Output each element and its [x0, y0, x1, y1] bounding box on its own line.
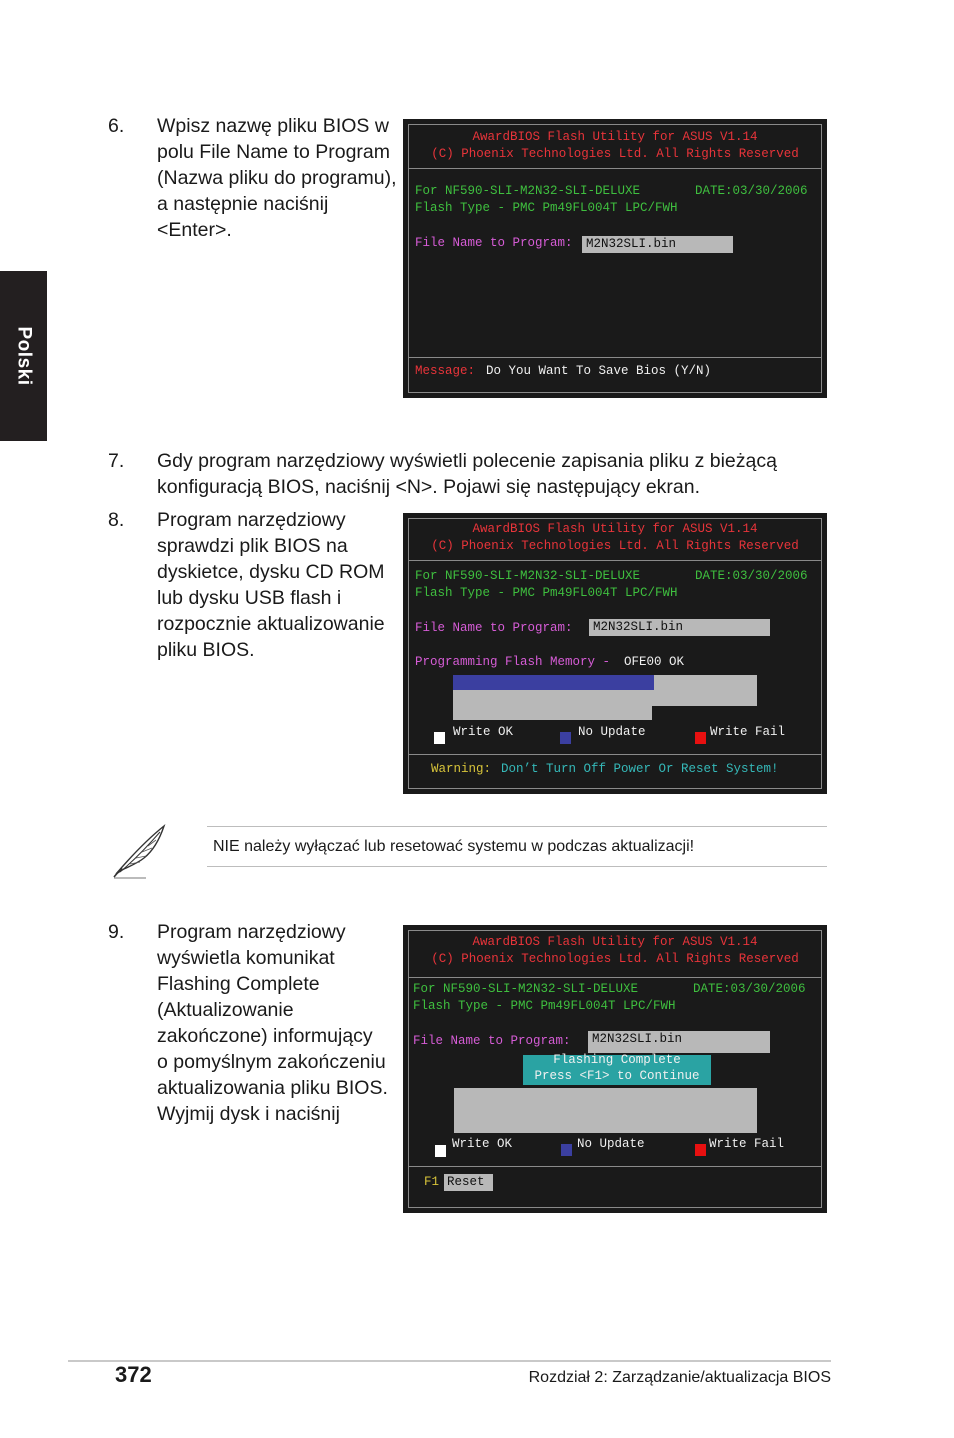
bios-divider	[409, 977, 821, 978]
bios-board-model: For NF590-SLI-M2N32-SLI-DELUXE	[413, 982, 639, 996]
bios-programming-value: OFE00 OK	[624, 655, 685, 669]
bios-divider	[409, 1166, 821, 1167]
legend-no-update-label: No Update	[577, 1137, 645, 1151]
step-6-line: a następnie naciśnij	[157, 193, 329, 215]
step-8-line: pliku BIOS.	[157, 639, 255, 661]
bios-board-model: For NF590-SLI-M2N32-SLI-DELUXE	[415, 569, 641, 583]
step-9-line: o pomyślnym zakończeniu	[157, 1051, 386, 1073]
step-8-number: 8.	[108, 509, 125, 531]
bios-title: AwardBIOS Flash Utility for ASUS V1.14	[472, 522, 758, 536]
step-6-line: Wpisz nazwę pliku BIOS w	[157, 115, 389, 137]
flashing-complete-popup	[523, 1055, 711, 1085]
bios-message-text: Do You Want To Save Bios (Y/N)	[486, 364, 712, 378]
legend-write-fail-label: Write Fail	[709, 1137, 785, 1151]
f1-key-label: F1	[424, 1175, 440, 1189]
page-number: 372	[115, 1362, 152, 1387]
bios-divider	[409, 168, 821, 169]
step-9-number: 9.	[108, 921, 125, 943]
bios-flash-type: Flash Type - PMC Pm49FL004T LPC/FWH	[415, 201, 678, 215]
bios-date: DATE:03/30/2006	[693, 982, 806, 996]
reset-button[interactable]: Reset	[444, 1174, 493, 1191]
popup-press-f1: Press <F1> to Continue	[534, 1069, 700, 1083]
step-6-line: polu File Name to Program	[157, 141, 391, 163]
bios-programming-label: Programming Flash Memory -	[415, 655, 611, 669]
bios-divider	[409, 560, 821, 561]
bios-title: AwardBIOS Flash Utility for ASUS V1.14	[472, 935, 758, 949]
legend-no-update-label: No Update	[578, 725, 646, 739]
bios-divider	[409, 754, 821, 755]
bios-warning-label: Warning:	[431, 762, 492, 776]
bios-frame	[408, 124, 822, 393]
language-side-tab	[0, 271, 47, 441]
bios-board-model: For NF590-SLI-M2N32-SLI-DELUXE	[415, 184, 641, 198]
legend-no-update-swatch	[561, 1144, 572, 1156]
bios-file-label: File Name to Program:	[415, 621, 573, 635]
step-9-line: Flashing Complete	[157, 973, 320, 995]
bios-warning-text: Don’t Turn Off Power Or Reset System!	[501, 762, 779, 776]
chapter-title: Rozdział 2: Zarządzanie/aktualizacja BIOS	[528, 1369, 831, 1386]
bios-flash-type: Flash Type - PMC Pm49FL004T LPC/FWH	[415, 586, 678, 600]
bios-flash-type: Flash Type - PMC Pm49FL004T LPC/FWH	[413, 999, 676, 1013]
bios-date: DATE:03/30/2006	[695, 184, 808, 198]
step-7-number: 7.	[108, 450, 125, 472]
bios-divider	[409, 357, 821, 358]
bios-progress-gap	[652, 706, 757, 720]
bios-progress-track	[454, 1088, 757, 1133]
step-8-line: sprawdzi plik BIOS na	[157, 535, 348, 557]
step-8-line: Program narzędziowy	[157, 509, 346, 531]
bios-file-label: File Name to Program:	[415, 236, 573, 250]
legend-write-ok-label: Write OK	[452, 1137, 513, 1151]
bios-message-label: Message:	[415, 364, 476, 378]
footer-rule	[68, 1360, 831, 1362]
bios-copyright: (C) Phoenix Technologies Ltd. All Rights Reserved	[431, 147, 799, 161]
bios-screen-programming	[403, 513, 827, 794]
bios-file-name-field[interactable]: M2N32SLI.bin	[588, 1031, 770, 1053]
step-9-line: aktualizowania pliku BIOS.	[157, 1077, 388, 1099]
step-7-line: konfiguracją BIOS, naciśnij <N>. Pojawi się następujący ekran.	[157, 476, 701, 498]
step-8-text	[157, 507, 385, 663]
step-9-line: Program narzędziowy	[157, 921, 346, 943]
bios-copyright: (C) Phoenix Technologies Ltd. All Rights Reserved	[431, 539, 799, 553]
bios-date: DATE:03/30/2006	[695, 569, 808, 583]
legend-write-fail-swatch	[695, 1144, 706, 1156]
step-7-text	[157, 448, 777, 500]
step-7-line: Gdy program narzędziowy wyświetli polecenie zapisania pliku z bieżącą	[157, 450, 777, 472]
step-9-text	[157, 919, 388, 1127]
step-9-line: zakończone) informujący	[157, 1025, 373, 1047]
legend-write-ok-swatch	[435, 1145, 446, 1157]
bios-copyright: (C) Phoenix Technologies Ltd. All Rights Reserved	[431, 952, 799, 966]
step-6-line: (Nazwa pliku do programu),	[157, 167, 397, 189]
step-6-line: <Enter>.	[157, 219, 232, 241]
bios-screen-save-prompt	[403, 119, 827, 398]
language-tab-label: Polski	[13, 326, 35, 386]
bios-file-name-field[interactable]: M2N32SLI.bin	[589, 619, 770, 636]
bios-progress-fill	[453, 675, 654, 690]
step-8-line: lub dysku USB flash i	[157, 587, 342, 609]
step-9-line: wyświetla komunikat	[157, 947, 335, 969]
note-bottom-rule	[207, 866, 827, 867]
bios-title: AwardBIOS Flash Utility for ASUS V1.14	[472, 130, 758, 144]
feather-note-icon	[110, 820, 172, 880]
popup-flashing-complete: Flashing Complete	[553, 1053, 681, 1067]
note-text: NIE należy wyłączać lub resetować systemu w podczas aktualizacji!	[213, 838, 695, 855]
legend-write-fail-label: Write Fail	[710, 725, 786, 739]
step-9-line: Wyjmij dysk i naciśnij	[157, 1103, 340, 1125]
step-9-line: (Aktualizowanie	[157, 999, 294, 1021]
bios-screen-complete	[403, 925, 827, 1213]
legend-write-ok-label: Write OK	[453, 725, 514, 739]
step-6-number: 6.	[108, 115, 125, 137]
step-8-line: dyskietce, dysku CD ROM	[157, 561, 385, 583]
legend-no-update-swatch	[560, 732, 571, 744]
note-top-rule	[207, 826, 827, 827]
step-6-text	[157, 113, 397, 243]
bios-file-label: File Name to Program:	[413, 1034, 571, 1048]
bios-frame	[408, 518, 822, 789]
bios-file-name-field[interactable]: M2N32SLI.bin	[582, 236, 733, 253]
legend-write-ok-swatch	[434, 732, 445, 744]
legend-write-fail-swatch	[695, 732, 706, 744]
step-8-line: rozpocznie aktualizowanie	[157, 613, 385, 635]
